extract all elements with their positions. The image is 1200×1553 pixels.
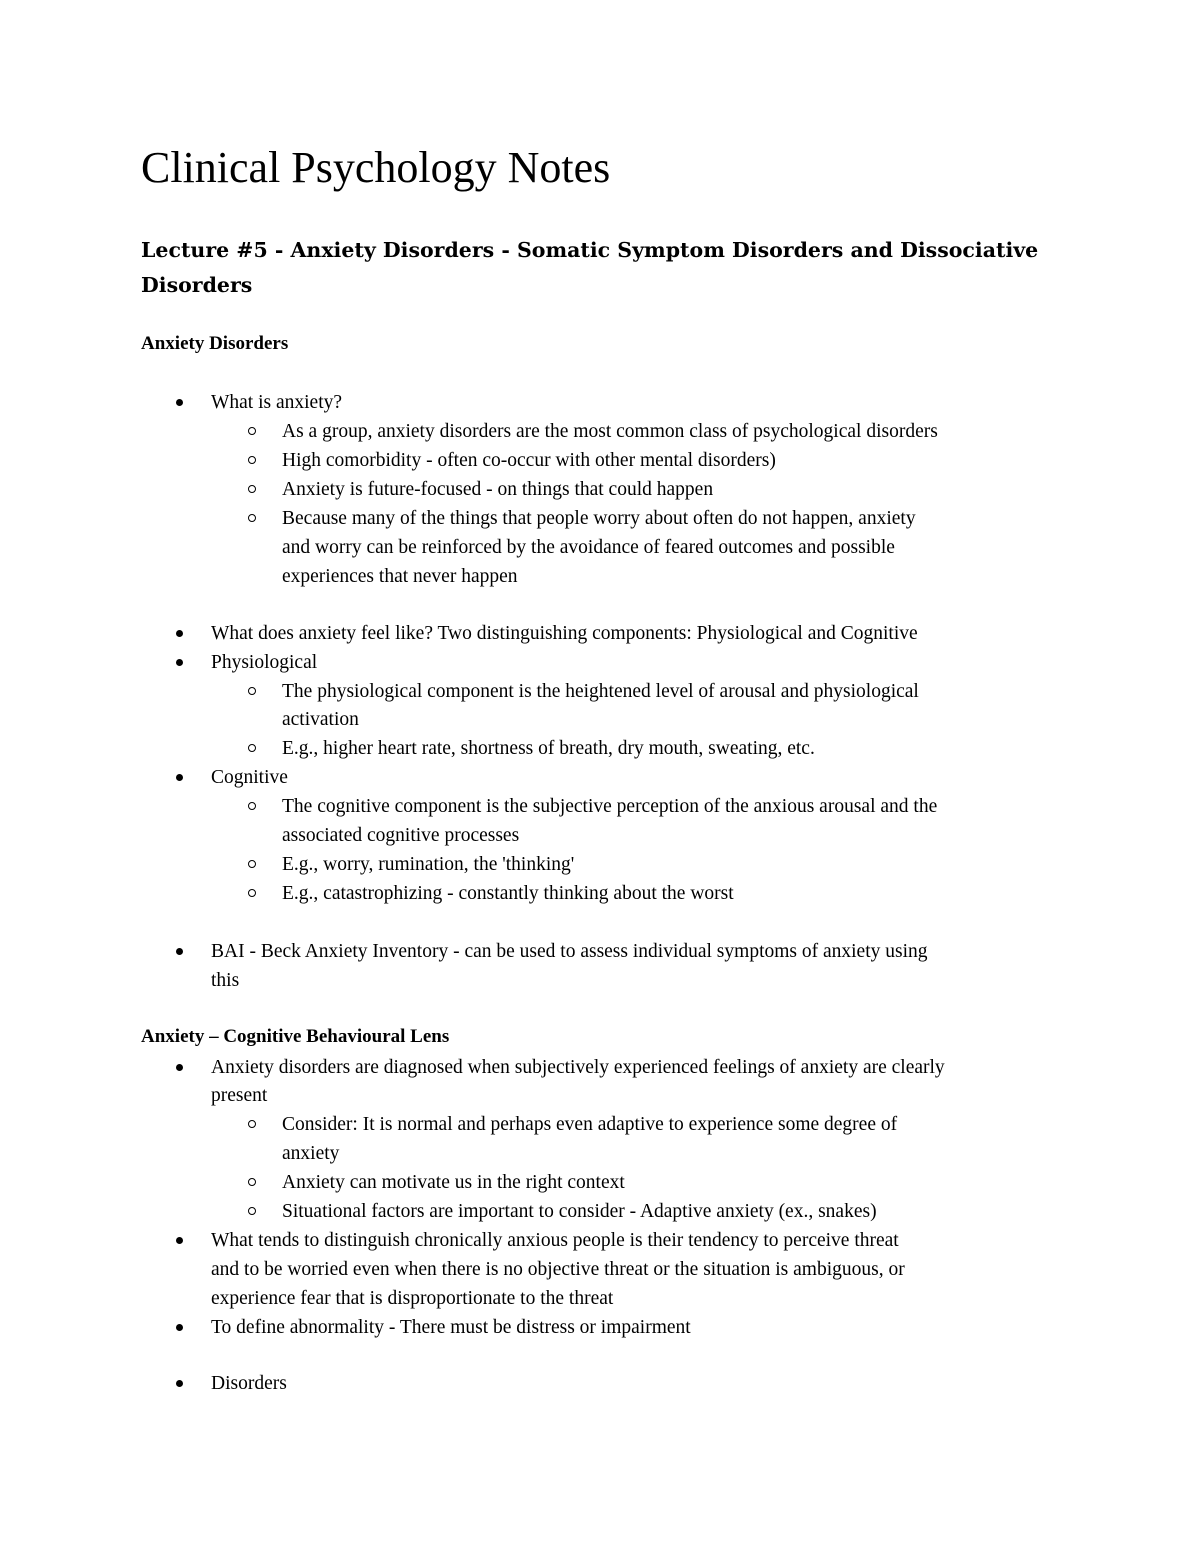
- list-item: Physiological: [211, 652, 318, 673]
- section-heading-anxiety-disorders: Anxiety Disorders: [141, 333, 289, 354]
- sub-list-item-continued: and worry can be reinforced by the avoidance of feared outcomes and possible: [282, 537, 895, 558]
- bullet-icon: [175, 1053, 185, 1063]
- list-item: To define abnormality - There must be distress or impairment: [211, 1317, 691, 1338]
- sub-list-item: The cognitive component is the subjective perception of the anxious arousal and the: [282, 796, 938, 817]
- sub-list-item: High comorbidity - often co-occur with other mental disorders): [282, 450, 776, 471]
- sub-bullet-icon: [247, 1110, 259, 1122]
- bullet-icon: [175, 1313, 185, 1323]
- sub-list-item-continued: associated cognitive processes: [282, 825, 520, 846]
- list-item-continued: and to be worried even when there is no objective threat or the situation is ambiguous, or: [211, 1259, 905, 1280]
- sub-list-item-continued: anxiety: [282, 1143, 340, 1164]
- sub-list-item: As a group, anxiety disorders are the most common class of psychological disorders: [282, 421, 938, 442]
- list-item: BAI - Beck Anxiety Inventory - can be used to assess individual symptoms of anxiety using: [211, 941, 928, 962]
- list-item-continued: present: [211, 1085, 268, 1106]
- sub-bullet-icon: [247, 1168, 259, 1180]
- list-item-continued: experience fear that is disproportionate to the threat: [211, 1288, 614, 1309]
- sub-list-item-continued: activation: [282, 709, 359, 730]
- sub-list-item: Anxiety is future-focused - on things that could happen: [282, 479, 714, 500]
- sub-list-item-continued: experiences that never happen: [282, 566, 518, 587]
- list-item: Anxiety disorders are diagnosed when subjectively experienced feelings of anxiety are clearly: [211, 1057, 945, 1078]
- document-title: Clinical Psychology Notes: [141, 143, 611, 192]
- sub-list-item: Anxiety can motivate us in the right context: [282, 1172, 625, 1193]
- sub-bullet-icon: [247, 677, 259, 689]
- list-item: Cognitive: [211, 767, 288, 788]
- sub-bullet-icon: [247, 734, 259, 746]
- list-item: What does anxiety feel like? Two distinguishing components: Physiological and Cognitive: [211, 623, 918, 644]
- sub-bullet-icon: [247, 1197, 259, 1209]
- list-item-continued: this: [211, 970, 240, 991]
- section-heading-cognitive-behavioural-lens: Anxiety – Cognitive Behavioural Lens: [141, 1026, 450, 1047]
- bullet-icon: [175, 388, 185, 398]
- sub-list-item: E.g., catastrophizing - constantly thinking about the worst: [282, 883, 734, 904]
- sub-list-item: The physiological component is the heightened level of arousal and physiological: [282, 681, 919, 702]
- bullet-icon: [175, 937, 185, 947]
- sub-bullet-icon: [247, 446, 259, 458]
- sub-list-item: E.g., higher heart rate, shortness of breath, dry mouth, sweating, etc.: [282, 738, 815, 759]
- sub-bullet-icon: [247, 850, 259, 862]
- sub-bullet-icon: [247, 417, 259, 429]
- sub-bullet-icon: [247, 475, 259, 487]
- lecture-heading: Lecture #5 - Anxiety Disorders - Somatic Symptom Disorders and Dissociative Disorders: [141, 238, 1039, 297]
- list-item: What tends to distinguish chronically anxious people is their tendency to perceive threat: [211, 1230, 899, 1251]
- list-item: What is anxiety?: [211, 392, 343, 413]
- sub-list-item: Situational factors are important to consider - Adaptive anxiety (ex., snakes): [282, 1201, 877, 1222]
- sub-list-item: Because many of the things that people worry about often do not happen, anxiety: [282, 508, 916, 529]
- sub-bullet-icon: [247, 504, 259, 516]
- sub-bullet-icon: [247, 792, 259, 804]
- sub-bullet-icon: [247, 879, 259, 891]
- bullet-icon: [175, 763, 185, 773]
- bullet-icon: [175, 1369, 185, 1379]
- bullet-icon: [175, 1226, 185, 1236]
- list-item: Disorders: [211, 1373, 287, 1394]
- bullet-icon: [175, 648, 185, 658]
- sub-list-item: Consider: It is normal and perhaps even adaptive to experience some degree of: [282, 1114, 898, 1135]
- sub-list-item: E.g., worry, rumination, the 'thinking': [282, 854, 575, 875]
- bullet-icon: [175, 619, 185, 629]
